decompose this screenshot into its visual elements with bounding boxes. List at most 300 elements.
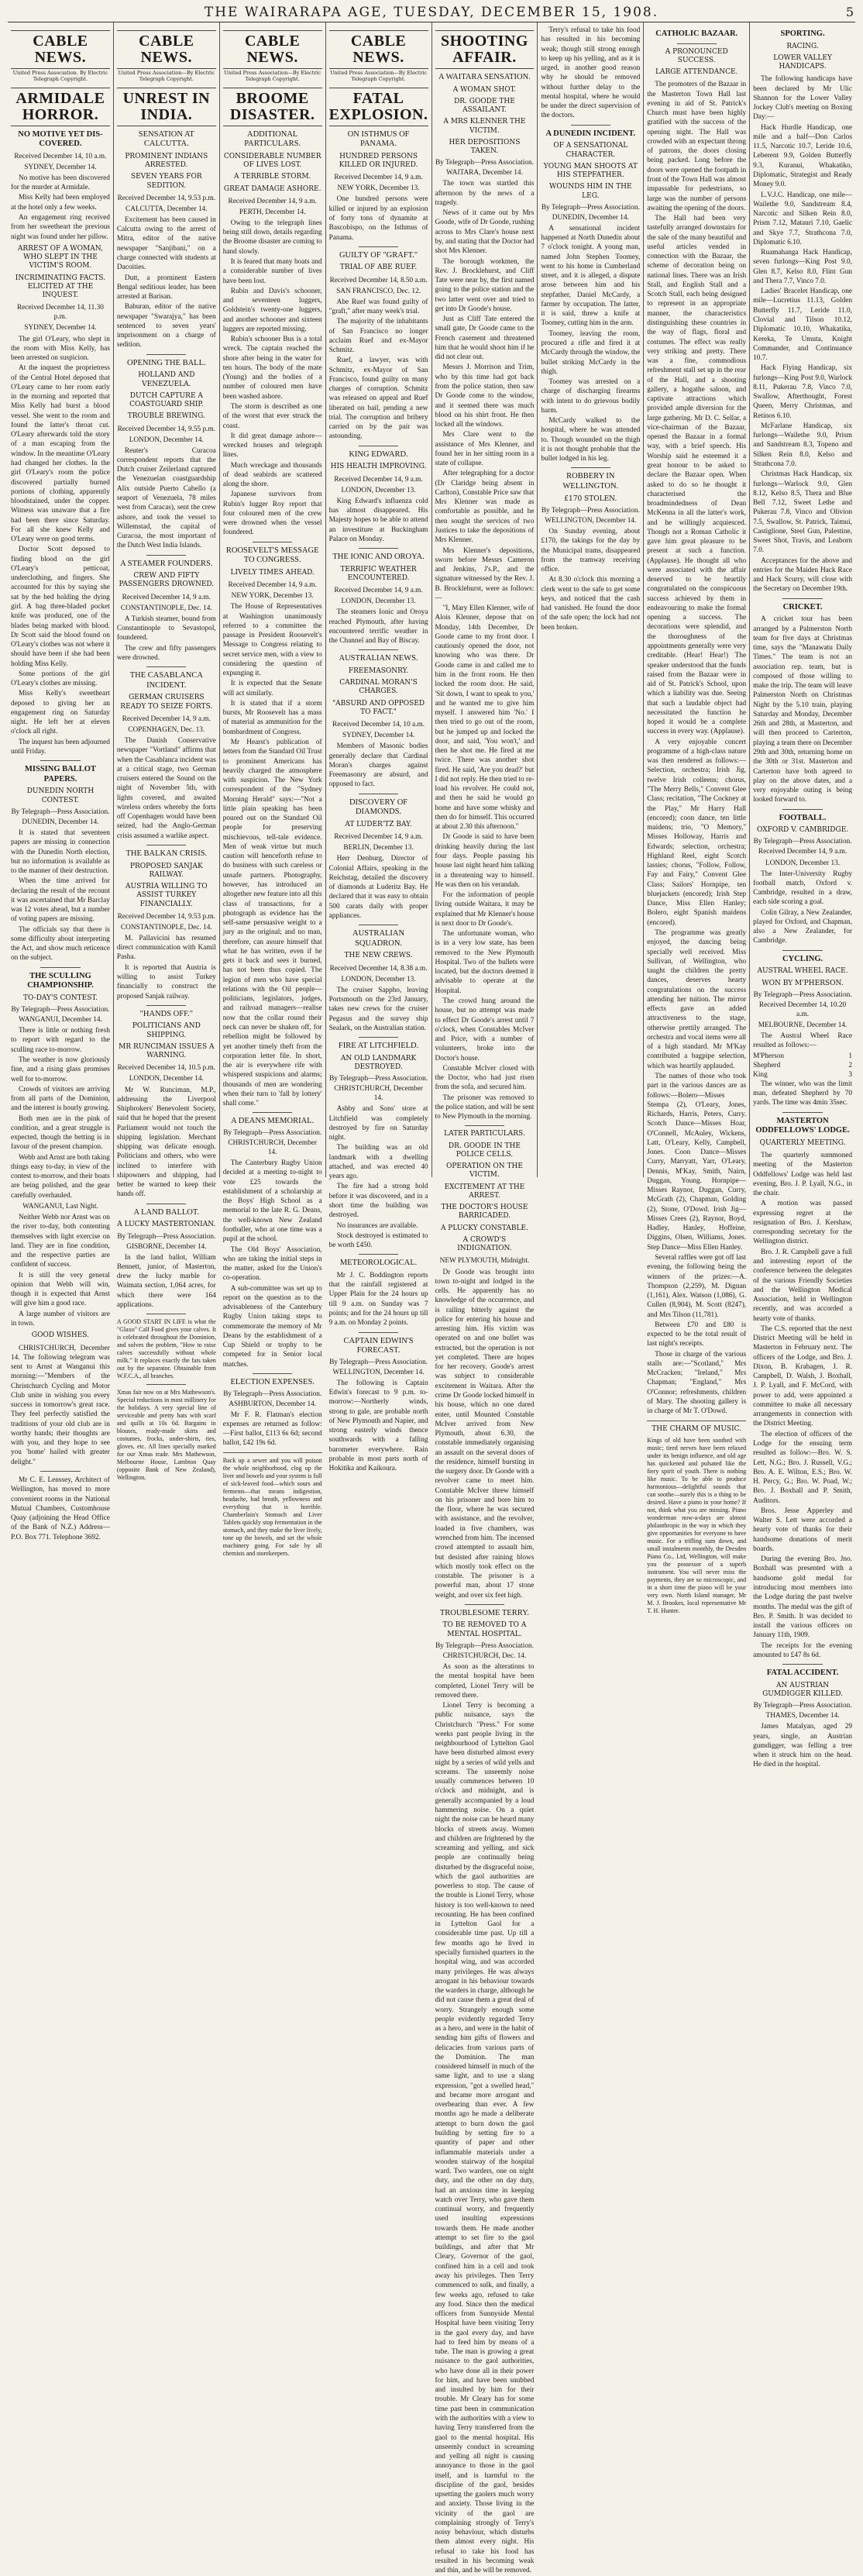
subheadline: POLITICIANS AND SHIPPING. xyxy=(132,1022,201,1039)
subheadline: WON BY M'PHERSON. xyxy=(762,979,844,987)
paragraph: Lionel Terry is becoming a public nuisance, says the Christchurch "Press." For some weeks past people living in the neighbourhood of Lyttelton Gaol have been disturbed almost every night by a series of wild yells and screams. The unseemly noise usually commences between 10 o'clock and midnight, and is generally accompanied by a loud hammering noise. On a quiet night the noise can be heard many blocks of streets away. Women and children are frightened by the screaming and yelling, and sick people are continually being disturbed by the disgraceful noise, which the gaol authorities are powerless to stop. The cause of the trouble is Lionel Terry, whose history is too well-known to need recounting. He has been confined in Lyttelton Gaol for a considerable time past. Up till a few months ago he lived in specially furnished quarters in the hospital wing, and was accorded many privileges. He was always arrogant in his behaviour towards the warders in charge, although he did not cause them a great deal of worry. Strangely enough some people evidently regarded Terry as a hero, and were in the habit of sending him gifts of flowers and delicacies from various parts of the Dominion. The man considered himself in much of the same light, and to use a slang expression, "got a swelled head," and became more arrogant and overbearing than ever. A few months ago he made a deliberate attempt to burn down the gaol building by setting fire to a quantity of paper and other inflammable materials under a wooden stairway of the hospital ward. Two warders, one on night duty, and the other on day duty, had an anxious time in keeping watch over Terry, who gave them continual worry, and frequently used insulting expressions towards them. He made another attempt to set fire to the gaol buildings, and after that Mr Cleary, Governor of the gaol, confined him in a cell and took away his privileges. Then Terry commenced to sulk, and finally, a few weeks ago, refused to take any food. Since then the medical officers from Sunnyside Mental Hospital have been visiting Terry in the gaol every day, and have had to feed him by means of a tube. The man is growing a great nuisance to the gaol authorities, who have done all in their power for him, and have been snubbed and insulted by him for their trouble. Mr Cleary has for some time past been in communication with the authorities with a view to having Terry transferred from the gaol to the mental hospital. His unseemly conduct in screaming and yelling all night is causing annoyance to those in the gaol itself, and is harmful to the discipline of the gaol, besides upsetting the gaolers much worry and anxiety. Those living in the vicinity of the gaol are complaining strongly of Terry's noisy behaviour, which disturbs them almost every night. His refusal to take his food has resulted in his becoming weak and thin, and he will be removed. xyxy=(435,1702,535,2575)
subheadline: NO MOTIVE YET DIS-COVERED. xyxy=(18,129,103,149)
paragraph: It is feared that many boats and a considerable number of lives have been lost. xyxy=(222,258,322,285)
advertisement: Back up a sewer and you will poison the whole neighborhood, clog up the liver and bowels and your system is full of sick-leaved food—which sours and ferments—that means indigestion, headache, bad breath, yellowness and everything that is horrible. Chamberlain's Stomach and Liver Tablets quickly stop fermentation in the stomach, and they make the liver lively, tone up the bowels, and set the whole machinery going. For sale by all chemists and storekeepers. xyxy=(222,1456,322,1557)
paragraph: Between £70 and £80 is expected to be the total result of last night's receipts. xyxy=(647,1321,747,1348)
paragraph: When the time arrived for declaring the result of the recount it was ascertained that Mr Barclay was 12 votes ahead, but a number of voting papers are missing. xyxy=(11,877,110,924)
headline: CATHOLIC BAZAAR. xyxy=(655,29,738,38)
advertisement: Xmas fair now on at Mrs Mathewson's. Special reductions in most millinery for the holidays. A very special line of serviceable and pretty hats with scarf and quills at 10s 6d. Bargains in blouses, ready-made skirts and costumes, frocks, under-shirts, ties, gloves, etc. All lines specially marked for our Xmas trade. Mrs Mathewson, Melbourne House, Lambton Quay (opposite Bank of New Zealand), Wellington. xyxy=(116,1389,216,1482)
dateline: WAITARA, December 14. xyxy=(445,169,523,177)
subheadline: LATER PARTICULARS. xyxy=(444,1130,525,1138)
paragraph: The names of those who took part in the various dances are as follows:—Bolero—Misses Stempa (2), O'Leary, Jones, Richards, Harris, Peters, Curry. Scotch Dance—Misses Hoar, O'Connell, McAuley, Wickens, Latt, O'Leary, Kelly, Campbell, Jones. Coon Dance—Misses Curry, Marryatt, Yarr, O'Leary, Dennis, M'Kay, Smith, Nairn, Duggan, Young. Hornpipe—Misses Raynor, Duggan, Curry, McGrath (2), Chapman, Golding (2), Stone, O'Dowd. Irish Jig—Misses Crees (2), Raynor, Boyd, Hadley, Hanley, Hoffeine, Diggins, Olsen, Williams, Jones. Step Dance—Miss Ellen Hanley. xyxy=(647,1072,747,1252)
paragraph: Dutt, a prominent Eastern Bengal seditious leader, has been arrested at Barisan. xyxy=(116,274,216,301)
paragraph: Mr C. E. Lenssey, Architect of Wellington, has moved to more convenient rooms in the National Mutual Chambers, Customhouse Quay (adjoining the Head Office of the Bank of N.Z.) Address—P.O. Box 771. Telephone 3692. xyxy=(11,1476,110,1541)
paragraph: CHRISTCHURCH, December 14. The following telegram was sent to Arnst at Wanganui this morning:—"Members of the Christchurch Cycling and Motor Club unite in wishing you every success in tomorrow's great race. They feel perfectly satisfied the traditions of your old club are in worthy hands; their thoughts are with you, and they hope to see you 'home' hailed with greater delight." xyxy=(11,1344,110,1466)
paragraph: Messrs J. Morrison and Trim, who by this time had got back from the police station, then saw Dr Goode come to the window, and it seemed there was much blood on his shirt front. He then locked all the windows. xyxy=(435,363,535,429)
paragraph: The weather is now gloriously fine, and a rising glass promises well for to-morrow. xyxy=(11,1056,110,1083)
dateline: SYDNEY, December 14. xyxy=(342,732,415,740)
column-heading: CABLE NEWS. xyxy=(11,30,110,69)
column-heading: CABLE NEWS. xyxy=(223,30,322,69)
paragraph: The majority of the inhabitants of San Francisco no longer acclaim Ruef and ex-Mayor Schmitz. xyxy=(328,318,428,355)
paragraph: The Old Boys' Association, who are taking the initial steps in the matter, asked for the Union's co-operation. xyxy=(222,1245,322,1283)
subheadline: DR. GOODE IN THE POLICE CELLS. xyxy=(448,1142,521,1159)
paragraph: The Canterbury Rugby Union decided at a meeting to-night to vote £25 towards the establishment of a scholarship at the Boys' High School as a memorial to the late R. G. Deans, the well-known New Zealand footballer, who at one time was a pupil at the school. xyxy=(222,1159,322,1244)
headline: ROOSEVELT'S MESSAGE TO CONGRESS. xyxy=(225,546,319,565)
dateline: CONSTANTINOPLE, Dec. 14. xyxy=(120,604,212,612)
paragraph: A sub-committee was set up to report on the question as to the advisableness of the Canterbury Rugby Union taking steps to commemorate the memory of Mr Deans by the establishment of a Cup Shield or trophy to be competed for in Senior local matches. xyxy=(222,1284,322,1369)
received-line: Received December 14, 9 a.m. xyxy=(334,833,423,842)
received-line: Received December 14, 9 a.m. xyxy=(228,197,317,205)
subheadline: ADDITIONAL PARTICULARS. xyxy=(244,129,301,149)
received-line: Received December 14, 8.38 a.m. xyxy=(329,964,428,973)
paragraph: The crowd hung around the house, but no attempt was made to effect Dr Goode's arrest until 7 o'clock, when Constables McIver and Price, with a number of volunteers, broke into the Doctor's house. xyxy=(435,997,535,1062)
headline: MISSING BALLOT PAPERS. xyxy=(24,765,96,783)
headline: ELECTION EXPENSES. xyxy=(230,1377,315,1386)
paragraph: Herr Denburg, Director of Colonial Affairs, speaking in the Reichstag, detailed the discovery of diamonds at Luderitz Bay. He declared that it was easy to obtain 500 carats daily with proper appliances. xyxy=(328,855,428,920)
advertisement-title: THE CHARM OF MUSIC. xyxy=(652,1424,742,1433)
subheadline: THE DOCTOR'S HOUSE BARRICADED. xyxy=(441,1204,528,1221)
dateline: COPENHAGEN, Dec. 13. xyxy=(128,725,205,734)
dateline: WELLINGTON, December 14. xyxy=(332,1368,425,1376)
dateline: LONDON, December 13. xyxy=(341,975,416,983)
page-number: 5 xyxy=(845,5,854,19)
headline: A STEAMER FOUNDERS. xyxy=(120,559,213,568)
paragraph: The Hall had been very tastefully arranged downstairs for the sale of the many beautiful and useful articles vended in connection with the Bazaar, the scheme of decoration being on national lines. There was an Irish Stall, and English Stall and a Scotch Stall, each being designed to represent in an appropriate manner, the characteristics distinguishing these countries in the way of flags, floral and costumes. The effect was really very striking and pretty. There was a fine, commodious refreshment stall set up in the rear of the Hall, and a shooting gallery, a hogathe saloon, and captivate attractions which provided ample diversion for the large gathering. Mr D. C. Sellar, a vice-chairman of the Bazaar, opened the Bazaar in a formal way, with a brief speech. His Worship said he esteemed it a great honour to be asked to declare the Bazaar open. When asked to do so he thought it characterised the broadmindedness of Dean McKenna in all the latter's work, and he willingly acquiesced. Though not a Roman Catholic it gave him great pleasure to be present at such a function. (Applause). He thought all who were associated with the affair deserved to be heartily congratulated on the conspicuous success achieved by them in endeavouring to make the formal opening a success. The decorations were splendid, and the thoroughness of the appointments generally were very creditable. (Hear! Hear!) The speaker understood that the funds raised from the Bazaar were in aid of St. Patrick's School, upon which a liability was due. Seeing that such a laudable object had necessitated the function he hoped it would be a complete success in every way. (Applause). xyxy=(647,215,747,736)
masthead xyxy=(8,5,855,22)
byline: By Telegraph—Press Association. xyxy=(223,1390,322,1398)
paragraph: The borough workmen, the Rev. J. Brocklehurst, and Cliff Tate were near by, the first named going to the police station and the two latter went over and tried to get into Dr Goode's house. xyxy=(435,257,535,313)
subheadline: A TERRIBLE STORM. xyxy=(233,173,311,181)
subheadline: A MRS KLENNER THE VICTIM. xyxy=(443,118,526,135)
subheadline: SEVEN YEARS FOR SEDITION. xyxy=(130,173,202,190)
received-line: Received December 14, 9 a.m. xyxy=(122,715,211,723)
paragraph: As soon as the alterations to the mental hospital have been completed, Lionel Terry will be removed there. xyxy=(435,1663,535,1700)
divider xyxy=(359,1254,398,1255)
paragraph: The Danish Conservative newspaper "Vortland" affirms that when the Casablanca incident was at a critical stage, two German cruisers entered the Sound on the night of November 5th, with lights covered, and awaited wireless orders whereby the forts off Copenhagen would have been seized, had the Anglo-German crisis assumed a warlike aspect. xyxy=(116,737,216,840)
byline: By Telegraph—Press Association. xyxy=(11,808,110,816)
headline: FATAL EXPLOSION. xyxy=(329,88,428,126)
paragraph: McFarlane Handicap, six furlongs—Wailethe 9.0, Prism and Sandstream 8.3, Topeno and Silken Rein 8.0, Kelso and Strathcona 7.0. xyxy=(753,422,852,468)
result-row xyxy=(753,1070,852,1080)
result-name: King xyxy=(753,1070,768,1079)
received-line: Received December 14, 9 a.m. xyxy=(758,848,848,856)
divider xyxy=(465,1604,504,1605)
divider xyxy=(253,1112,292,1113)
headline: GUILTY OF "GRAFT." xyxy=(339,250,418,260)
paragraph: News of it came out by Mrs Goode, wife of Dr Goode, rushing across to Mrs Clare's house next by, and stating that the Doctor had shot Mrs Klenner. xyxy=(435,209,535,256)
paragraph: For the information of people living outside Waitara, it may be explained that Mr Klenner's house is next door to Dr Goode's. xyxy=(435,891,535,928)
headline: CRICKET. xyxy=(782,602,823,611)
paragraph: Ruef, a lawyer, was with Schmitz, ex-Mayor of San Francisco, found guilty on many charges of corruption. Schmitz was released on appeal and Ruef liberated on bail, pending a new trial. The corruption and bribery carried on by the pair was astounding. xyxy=(328,356,428,441)
paragraph: Mr J. C. Boddington reports that the rainfall registered at Upper Plain for the 24 hours up till 9 a.m. on Sunday was 7 points; and for the 24 hours up till 9 a.m. on Monday 2 points. xyxy=(328,1271,428,1328)
subheadline: TO BE REMOVED TO A MENTAL HOSPITAL. xyxy=(442,1621,527,1638)
paragraph: It is stated that if a storm bursts, Mr Roosevelt has a mass of material as ammunition for the bombardment of Congress. xyxy=(222,699,322,736)
paragraph: Neither Webb nor Arnst was on the river to-day, both contenting themselves with light exercise on land. They are in fine condition, and the respective parties are confident of success. xyxy=(11,1214,110,1269)
paragraph: Miss Kelly had been employed at the hotel only a few weeks. xyxy=(11,194,110,212)
paragraph: Miss Kelly's sweetheart deposed to giving her an engagement ring on Saturday night. He left her at eleven o'clock all right. xyxy=(11,690,110,736)
byline: By Telegraph—Press Association. xyxy=(541,203,640,212)
paragraph: Excitement has been caused in Calcutta owing to the arrest of Mitra, editor of the native newspaper "Sanjibani," on a charge connected with students at Dacoities. xyxy=(116,215,216,272)
paragraph: The storm is described as one of the worst that ever struck the coast. xyxy=(222,402,322,430)
column-8 xyxy=(750,22,855,1769)
subheadline: OPERATION ON THE VICTIM. xyxy=(445,1162,523,1180)
paragraph: There is little or nothing fresh to report with regard to the sculling race to-morrow. xyxy=(11,1027,110,1054)
received-line: Received December 14, 9.53 p.m. xyxy=(117,912,216,921)
divider xyxy=(571,125,610,126)
credit-line: United Press Association—By Electric Telegraph Copyright. xyxy=(224,70,321,82)
received-line: Received December 14, 10 a.m. xyxy=(14,152,107,160)
paragraph: Rubin's schooner Bus is a total wreck. The captain reached the shore after being in the water for ten hours. The body of the mate (Young) and the bodies of a number of coloured men have been washed ashore. xyxy=(222,336,322,401)
paragraph: The Austral Wheel Race resulted as follows:— xyxy=(753,1032,852,1050)
column-4 xyxy=(326,22,432,1473)
paragraph: Ladies' Bracelet Handicap, one mile—Lucretius 11.13, Golden Butterfly 11.7, Leride 11.0, Clovial and Tilson 10.12, Diplomatic 10.10, Whakatika, Kereka, Te Umuta, Knight Commander, and Continuance 10.7. xyxy=(753,288,852,363)
credit-line: United Press Association. By Electric Telegraph Copyright. xyxy=(12,70,108,82)
divider xyxy=(465,1125,504,1126)
dateline: DUNEDIN, December 14. xyxy=(552,213,629,222)
subheadline: PROPOSED SANJAK RAILWAY. xyxy=(129,862,203,879)
byline: By Telegraph—Press Association. xyxy=(753,838,852,846)
dateline: WANGANUI, Last Night. xyxy=(22,1203,98,1211)
headline: ARMIDALE HORROR. xyxy=(11,88,110,126)
column-6 xyxy=(538,22,644,1177)
paragraph: Those in charge of the various stalls are:—"Scotland," Mrs McCracken; "Ireland," Mrs Chapman; "England," Mrs O'Connor; refreshments, children of Mary. The shooting gallery is in charge of Mr T. O'Dowd. xyxy=(647,1350,747,1416)
divider xyxy=(782,1112,822,1113)
headline: AUSTRALIAN NEWS. xyxy=(339,654,418,663)
divider xyxy=(359,649,398,650)
dateline: LONDON, December 14. xyxy=(129,436,204,444)
headline: FATAL ACCIDENT. xyxy=(766,1669,839,1678)
divider xyxy=(146,1005,186,1006)
dateline: NEW YORK, December 13. xyxy=(337,184,420,193)
subheadline: AN OLD LANDMARK DESTROYED. xyxy=(340,1054,417,1071)
paragraph: Ruamahanga Hack Handicap, seven furlongs—King Post 9.0, Glen 8.7, Kelso 8.0, Flint Gun and Thera 7.7, Vinco 7.0. xyxy=(753,249,852,285)
paragraph: Crowds of visitors are arriving from all parts of the Dominion, and the interest is hourly growing. xyxy=(11,1085,110,1113)
byline: By Telegraph—Press Association. xyxy=(753,1702,852,1710)
divider xyxy=(782,950,822,951)
subheadline: HIS HEALTH IMPROVING. xyxy=(330,463,427,471)
paragraph: A motion was passed expressing regret at the resignation of Bro. J. Kershaw, corresponding secretary for the Wellington district. xyxy=(753,1200,852,1246)
paragraph: Colin Gilray, a New Zealander, played for Oxford, and Chapman, also a New Zealander, for Cambridge. xyxy=(753,908,852,945)
byline: By Telegraph—Press Association. xyxy=(329,1358,428,1366)
paragraph: The promoters of the Bazaar in the Masterton Town Hall last evening in aid of St. Patrick's Church must have been highly gratified with the success of the opening night. The Hall was crowded with an expectant throng of patrons, the doors closing being packed. Long before the doors were opened the footpath in front of the Town Hall was almost impassable for pedestrians, so large was the number of persons awaiting the opening of the doors. xyxy=(647,81,747,212)
subheadline: AN AUSTRIAN GUMDIGGER KILLED. xyxy=(762,1681,844,1698)
paragraph: The election of officers of the Lodge for the ensuing term resulted as follow:—Bro. W. S. Lett, N.G.; Bro. J. Russell, V.G.; Bro. A. E. Wilton, E.S.; Bro. W. H. Percy, G.; Bro. W. Poad, W.; Bro. J. Boxhall and P. Smith, Auditors. xyxy=(753,1430,852,1505)
subheadline: EXCITEMENT AT THE ARREST. xyxy=(444,1183,525,1200)
divider xyxy=(359,246,398,247)
paragraph: It is stated that seventeen papers are missing in connection with the Dunedin North election, but no information is available as to the manner of their destruction. xyxy=(11,828,110,876)
paragraph: It is reported that Austria is willing to assist Turkey financially to construct the proposed Sanjak railway. xyxy=(116,963,216,1000)
subheadline: ON ISTHMUS OF PANAMA. xyxy=(347,129,410,149)
subheadline: HUNDRED PERSONS KILLED OR INJURED. xyxy=(339,152,418,170)
subheadline: AUSTRAL WHEEL RACE. xyxy=(757,967,848,976)
headline: DISCOVERY OF DIAMONDS. xyxy=(349,797,408,817)
paragraph: No insurances are available. xyxy=(336,1221,418,1230)
paragraph: McCardy walked to the hospital, where he was attended to. Though wounded on the thigh it is not thought probable that the bullet lodged in his leg. xyxy=(541,417,641,463)
divider xyxy=(571,467,610,468)
subheadline: OF A SENSATIONAL CHARACTER. xyxy=(553,142,628,159)
dateline: DUNEDIN, December 14. xyxy=(22,818,99,826)
headline: ROBBERY IN WELLINGTON. xyxy=(562,472,619,491)
paragraph: "I, Mary Ellen Klenner, wife of Alois Klenner, depose that on Monday, 14th December, Dr Goode came to my front door. I cautiously opened the door, not knowing who was there. Dr Goode came in and called me to him in the front room. He then locked the room door. He said, 'Sit down, I want to speak to you,' and he wanted me to give him myself. I answered him 'No.' I then tried to go out of the room, but he jumped up and locked the door, and said, 'You won't,' and then he shot me. He fired at me twice. There was another shot fired. He said, 'Are you dead?' but I did not reply. He then tried to re-load his revolver. He could not, and then he said he would go home and have some whisky and then do for himself. This occurred at about 2.30 this afternoon." xyxy=(435,604,535,832)
subheadline: AUSTRIA WILLING TO ASSIST TURKEY FINANCIALLY. xyxy=(125,883,208,908)
subheadline: INCRIMINATING FACTS. ELICITED AT THE INQUEST. xyxy=(15,274,106,300)
column-3 xyxy=(220,22,326,1557)
paragraph: The inquest has been adjourned until Friday. xyxy=(11,738,110,756)
divider xyxy=(146,354,186,355)
paragraph: The following is Captain Edwin's forecast to 9 p.m. to-morrow:—Northerly winds, strong to gale, are probable north of New Plymouth and Napier, and strong easterly winds thence southwards with a falling barometer everywhere. Rain probable in most parts north of Hokitika and Kaikoura. xyxy=(328,1379,428,1473)
subheadline: LOWER VALLEY HANDICAPS. xyxy=(773,53,832,71)
paragraph: Doctor Scott deposed to finding blood on the girl O'Leary's petticoat, underclothing, and fingers. She accounted for this by saying she sat by the bed holding the dying girl. A bag three-bladed pocket knife was produced, one of the blades being marked with blood. Dr Scott said the blood found on O'Leary's clothes was not where it should have been if she had been holding Miss Kelly. xyxy=(11,546,110,668)
subheadline: OXFORD V. CAMBRIDGE. xyxy=(756,826,849,835)
received-line: Received December 14, 9 a.m. xyxy=(228,581,317,590)
paragraph: Reuter's Curacoa correspondent reports that the Dutch cruiser Zeilerland captured the Venezuelan coastguardship Alix outside Puerto Cabello (a seaport of Venezuela, 78 miles west from Caracas), sent the crew ashore, and took the vessel to Willemstad, the capital of Curacoa, the most important of the Dutch West India Islands. xyxy=(116,446,216,550)
headline: "HANDS OFF." xyxy=(139,1009,194,1018)
paragraph: The Inter-University Rugby football match, Oxford v. Cambridge, resulted in a draw, each side scoring a goal. xyxy=(753,870,852,907)
subheadline: QUARTERLY MEETING. xyxy=(759,1138,846,1147)
dateline: THAMES, December 14. xyxy=(765,1712,840,1720)
paragraph: The steamers Ionic and Oroya reached Plymouth, after having encountered terrific weather in the Channel and Bay of Biscay. xyxy=(328,608,428,646)
paragraph: The crew and fifty passengers were drowned. xyxy=(116,644,216,662)
result-name: Shepherd xyxy=(753,1061,781,1069)
subheadline: GOOD WISHES. xyxy=(31,1331,89,1340)
subheadline: A CROWD'S INDIGNATION. xyxy=(457,1235,512,1253)
paragraph: Acceptances for the above and entries for the Maiden Hack Race and Hack Scurry, will close with the Secretary on December 19th. xyxy=(753,556,852,594)
subheadline: RACING. xyxy=(786,42,819,50)
column-5 xyxy=(432,22,538,2575)
paragraph: It is still the very general opinion that Webb will win, though it is expected that Arnst will give him a good race. xyxy=(11,1271,110,1308)
dateline: SAN FRANCISCO, Dec. 12. xyxy=(336,287,421,295)
paragraph: Several raffles were got off last evening, the following being the winners of the prizes:—A. Thompson (2,259), M. Dignan (1,161), Alex. Watson (1,086), G. Cullen (8,904), M. Scott (8247), and Mrs Tilson (11,781). xyxy=(647,1254,747,1319)
column-1 xyxy=(8,22,114,1541)
subheadline: YOUNG MAN SHOOTS AT HIS STEPFATHER. xyxy=(543,162,638,179)
subheadline: DUTCH CAPTURE A COASTGUARD SHIP. xyxy=(129,391,204,408)
paragraph: At 8.30 o'clock this morning a clerk went to the safe to get some keys, and noticed that the cash had vanished. He found the door of the safe open; the lock had not been broken. xyxy=(541,576,641,632)
paragraph: The town was startled this afternoon by the news of a tragedy. xyxy=(435,180,535,207)
paragraph: Terry's refusal to take his food has resulted in his becoming weak; though still strong enough to keep up his yelling, and as it is urged, in another good reason why he should be removed without further delay to the mental hospital, where he would be under the direct supervision of the doctors. xyxy=(541,26,641,120)
paragraph: It is expected that the Senate will act similarly. xyxy=(222,680,322,697)
byline: By Telegraph—Press Association. xyxy=(435,159,534,167)
paragraph: Owing to the telegraph lines being still down, details regarding the Broome disaster are coming to hand slowly. xyxy=(222,219,322,256)
subheadline: CARDINAL MORAN'S CHARGES. xyxy=(339,679,418,696)
paragraph: The following handicaps have been declared by Mr Ulic Shannon for the Lower Valley Jockey Club's meeting on Boxing Day:— xyxy=(753,75,852,122)
dateline: NEW PLYMOUTH, Midnight. xyxy=(439,1257,530,1266)
paragraph: The House of Representatives at Washington unanimously referred to a committee the passage in President Roosevelt's Message to Congress relating to secret service men, with a view to considering the question of expunging it. xyxy=(222,603,322,678)
subheadline: SENSATION AT CALCUTTA. xyxy=(138,129,194,149)
received-line: Received December 14, 9 a.m. xyxy=(334,174,423,182)
subheadline: CONSIDERABLE NUMBER OF LIVES LOST. xyxy=(223,152,321,170)
subheadline: A WOMAN SHOT. xyxy=(452,85,517,94)
paragraph: Bros. Jesse Apperley and Walter S. Lett were accorded a hearty vote of thanks for their handsome donations of merit boards. xyxy=(753,1507,852,1553)
divider xyxy=(146,555,186,556)
headline: BROOME DISASTER. xyxy=(223,88,322,126)
subheadline: DUNEDIN NORTH CONTEST. xyxy=(26,787,95,804)
dateline: ASHBURTON, December 14. xyxy=(229,1400,317,1408)
received-line: Received December 14, 9 a.m. xyxy=(122,593,211,601)
paragraph: Both men are in the pink of condition, and a great struggle is expected, though the betting is in favour of the present champion. xyxy=(11,1114,110,1152)
dateline: CHRISTCHURCH, December 14. xyxy=(228,1138,318,1157)
dateline: CHRISTCHURCH, December 14. xyxy=(334,1085,423,1103)
paragraph: Mr Hearst's publication of letters from the Standard Oil Trust to prominent Americans has heavily charged the atmosphere with suspicion. The New York correspondent of the "Sydney Morning Herald" says:—"Not a little plain speaking has been poured out on the Standard Oil people for preserving mischievous, tell-tale evidence. Men of weak virtue but much caution will henceforth refuse to do business with such careless or unsafe partners. Photography, however, has introduced an altogether new feature into all this class of transactions, for a photograph as evidence has the self-same persuasive weight to a jury as the original; and no man, therefore, can assure himself that what he has written, even if he gets it back and sees it burned, has not been thus copied. The legion of men who have special relations with the Oil people—politicians, legislators, judges, and railroad managers—realise now that the collar round their neck can never be shaken off, for rebellion might be followed by yet another timely theft from the corporation letter file. In short, the air is everywhere rife with whispered suspicions and alarms; thousands of men are wondering when their turn to 'fall by lottery' shall come." xyxy=(222,739,322,1108)
paragraph: Bro. J. R. Campbell gave a full and interesting report of the conference between the delegates of the various Friendly Societies and the Wellington Medical Association, held in Wellington recently, and was accorded a hearty vote of thanks. xyxy=(753,1248,852,1323)
headline: AUSTRALIAN SQUADRON. xyxy=(352,929,405,948)
subheadline: AT LUDER'TZ BAY. xyxy=(345,820,412,828)
paragraph: The girl O'Leary, who slept in the room with Miss Kelly, has been arrested on suspicion. xyxy=(11,335,110,363)
paragraph: Mrs Clare went to the assistance of Mrs Klenner, and found her in her sitting room in a state of collapse. xyxy=(435,431,535,468)
columns xyxy=(8,22,855,2575)
subheadline: LARGE ATTENDANCE. xyxy=(655,68,738,77)
headline: A DUNEDIN INCIDENT. xyxy=(545,129,636,138)
headline: CAPTAIN EDWIN'S FORECAST. xyxy=(343,1336,414,1355)
dateline: LONDON, December 13. xyxy=(341,486,416,494)
byline: By Telegraph—Press Association. xyxy=(223,1128,322,1137)
paragraph: A sensational incident happened at North Dunedin about 7 o'clock tonight. A young man, named John Stephen Toomey, went to his home in Cumberland street, and it is alleged, a dispute arose between him and his stepfather, Daniel McCardy, a farmer by occupation. The latter, it is said, threw a knife at Toomey, cutting him in the arm. xyxy=(541,224,641,328)
paragraph: During the evening Bro. Jno. Boxhall was presented with a handsome gold medal for introducing most members into the Lodge during the past twelve months. The medal was the gift of Bro. P. Smith. It was decided to install the various officers on January 11th, 1909. xyxy=(753,1555,852,1640)
divider xyxy=(782,1664,822,1665)
subheadline: A PRONOUNCED SUCCESS. xyxy=(665,47,728,64)
paragraph: A Turkish steamer, bound from Constantinople to Sevastopol, foundered. xyxy=(116,615,216,642)
subheadline: HOLLAND AND VENEZUELA. xyxy=(138,371,195,388)
credit-line: United Press Association—By Electric Telegraph Copyright. xyxy=(330,70,428,82)
paragraph: Members of Masonic bodies generally declare that Cardinal Moran's charges against Freemasonry are absurd, and opposed to fact. xyxy=(328,742,428,789)
advertisement: A GOOD START IN LIFE is what the "Glaxo" Calf Food gives your calves. It is celebrated throughout the Dominion, and solves the problem, "How to raise calves successfully without whole milk." It replaces exactly the fats taken out by the separator. Obtainable from W.F.C.A., all branches. xyxy=(116,1318,216,1380)
dateline: CALCUTTA, December 14. xyxy=(125,205,208,213)
paragraph: Much wreckage and thousands of dead seabirds are scattered along the shore. xyxy=(222,461,322,489)
paragraph: Ashby and Sons' store at Litchfield was completely destroyed by fire on Saturday night. xyxy=(328,1105,428,1142)
headline: THE BALKAN CRISIS. xyxy=(125,849,208,858)
divider xyxy=(146,1384,186,1385)
byline: By Telegraph—Press Association. xyxy=(329,1075,428,1083)
paragraph: Hack Flying Handicap, six furlongs—King Post 9.0, Warlock 8.11, Pukerau 7.8, Vinco 7.0, Swallow, Afterthought, Forest Queen, Merry Christmas, and Retinos 6.10. xyxy=(753,364,852,420)
received-line: Received December 14, 9 a.m. xyxy=(334,587,423,595)
paragraph: At the inquest the proprietress of the Central Hotel deposed that O'Leary came to her room early in the morning and reported that Miss Kelly had burst a blood vessel. She went to the room and found the latter's throat cut. O'Leary afterwards told the story of a man escaping from the window. In the meantime O'Leary had changed her clothes. In the girl O'Leary's room the police discovered partially burned portions of clothing, apparently bloodstained, under the copper. Witness was unaware that a fire had been there since Saturday. For all she knew Kelly and O'Leary were on good terms. xyxy=(11,364,110,544)
credit-line: United Press Association—By Electric Telegraph Copyright. xyxy=(118,70,215,82)
paragraph: The programme was greatly enjoyed, the dancing being specially well received. Miss Sullivan, of Wellington, who taught the children the pretty dances, deserves hearty congratulations on the success attending her tuition. The mirror effects gave an added attractiveness to the stage, otherwise prettily arranged. The orchestra and vocal items were all of a high standard. Mr M'Kay contributed a bagpipe selection, which was heartily applauded. xyxy=(647,928,747,1070)
paragraph: After telegraphing for a doctor (Dr Claridge being absent in Carlton), Constable Price saw that Mrs Klenner was made as comfortable as possible, and he then sought the services of two Justices to take the depositions of Mrs Klenner. xyxy=(435,470,535,545)
headline: THE IONIC AND OROYA. xyxy=(332,553,425,562)
headline: A DEANS MEMORIAL. xyxy=(231,1117,315,1126)
paragraph: The cruiser Sappho, leaving Portsmouth on the 23rd January, takes new crews for the cruiser Pegasus and the survey ship Sealark, on the Australian station. xyxy=(328,986,428,1032)
divider xyxy=(253,1373,292,1374)
paragraph: Mr F. R. Flatman's election expenses are returned as follow:—First ballot, £113 6s 6d; second ballot, £42 19s 6d. xyxy=(222,1410,322,1448)
dateline: SYDNEY, December 14. xyxy=(24,163,97,171)
received-line: Received December 14, 11.30 p.m. xyxy=(16,304,104,322)
byline: By Telegraph—Press Association. xyxy=(541,506,640,515)
divider xyxy=(40,967,80,968)
paragraph: The building was an old landmark with a dwelling attached, and was erected 40 years ago. xyxy=(328,1144,428,1181)
subheadline: "ABSURD AND OPPOSED TO FACT." xyxy=(332,699,425,716)
paragraph: Stock destroyed is estimated to be worth £450. xyxy=(328,1231,428,1250)
paragraph: Dr Goode was brought into town to-night and lodged in the cells. He apparently has no knowledge of the occurrence, and is railing bitterly against the police for entering his house and arresting him. His victim was operated on and one bullet was extracted, but the operation is not yet completed. There are hopes for her recovery. Goode's arrest was subject to considerable excitement in Waitara. After the crime Dr Goode locked himself in his house, which no one dared enter, until Mounted Constable McIver arrived from New Plymouth, about 6.30, the constable immediately organising an assault on the several doors of the residence, himself bursting in the surgery door. Dr Goode with a revolver came to meet him. Constable McIver threw himself on his prisoner and bore him to the floor, where he was secured with assistance, and the revolver, loaded in five chambers, was wrenched from him. The incensed crowd attempted to assault him, but desisted after raining blows which mostly took effect on the constable. The prisoner is a powerful man, about 17 stone weight, and over six feet high. xyxy=(435,1268,535,1600)
result-place: 3 xyxy=(848,1070,852,1079)
subheadline: LIVELY TIMES AHEAD. xyxy=(230,568,315,577)
paragraph: In the land ballot, William Bennett, junior, of Masterton, drew the lucky marble for Waimata section, 1,064 acres, for which there were 164 applications. xyxy=(116,1253,216,1309)
dateline: PERTH, December 14. xyxy=(239,208,306,216)
headline: UNREST IN INDIA. xyxy=(117,88,216,126)
column-heading: CABLE NEWS. xyxy=(117,30,216,69)
divider xyxy=(677,43,717,44)
subheadline: CREW AND FIFTY PASSENGERS DROWNED. xyxy=(119,572,215,589)
result-row xyxy=(753,1061,852,1070)
divider xyxy=(782,598,822,599)
paragraph: The winner, who was the limit man, defeated Shepherd by 70 yards. The time was 4min 35sec. xyxy=(753,1080,852,1107)
byline: By Telegraph—Press Association. xyxy=(117,1232,216,1241)
divider xyxy=(223,1452,322,1453)
dateline: LONDON, December 13. xyxy=(341,598,416,606)
paragraph: On Sunday evening, about £170, the takings for the day by the Municipal trams, disappeared from the tramway receiving office. xyxy=(541,527,641,574)
paragraph: An engagement ring received from her sweetheart the previous night was found under her pillow. xyxy=(11,214,110,241)
dateline: BERLIN, December 13. xyxy=(343,844,414,852)
headline: THE CASABLANCA INCIDENT. xyxy=(129,671,203,690)
paragraph: The prisoner was removed to the police station, and will be sent to New Plymouth in the morning. xyxy=(435,1093,535,1121)
received-line: Received December 14, 10.20 a.m. xyxy=(758,1000,847,1018)
result-place: 2 xyxy=(848,1061,852,1069)
paragraph: The C.S. reported that the next District Meeting will be held in Masterton in February next. The officers of the Lodge, and Bro. J. Dixon, B. Krahagen, J. R. Campbell, D. Walsh, J. Boxhall, J. P. Lyall, and F. McCord, with power to add, were appointed a committee to make all necessary arrangements in connection with the District Meeting. xyxy=(753,1324,852,1428)
column-heading: CABLE NEWS. xyxy=(329,30,428,69)
paragraph: It did great damage ashore—wrecked houses and telegraph lines. xyxy=(222,432,322,460)
subheadline: GREAT DAMAGE ASHORE. xyxy=(223,184,321,193)
headline: MASTERTON ODDFELLOWS' LODGE. xyxy=(755,1116,850,1135)
paragraph: Just as Cliff Tate entered the small gate, Dr Goode came to the French casement and threatened him that he would shoot him if he did not clear out. xyxy=(435,315,535,362)
subheadline: PROMINENT INDIANS ARRESTED. xyxy=(125,152,208,170)
dateline: SYDNEY, December 14. xyxy=(24,324,97,332)
paragraph: The quarterly summoned meeting of the Masterton Oddfellows' Lodge was held last evening, Bro. J. P. Lyall, N.G., in the chair. xyxy=(753,1152,852,1198)
subheadline: DR. GOODE THE ASSAILANT. xyxy=(454,97,515,115)
result-row xyxy=(753,1052,852,1061)
received-line: Received December 14, 8.50 a.m. xyxy=(329,276,428,284)
paragraph: Toomey, leaving the room, procured a rifle and fired it at McCardy through the window, the bullet striking McCardy in the thigh. xyxy=(541,329,641,376)
subheadline: ARREST OF A WOMAN, WHO SLEPT IN THE VICTIM'S ROOM. xyxy=(17,244,103,270)
dateline: WELLINGTON, December 14. xyxy=(545,516,637,525)
subheadline: HER DEPOSITIONS TAKEN. xyxy=(449,138,521,156)
subheadline: TRIAL OF ABE RUEF. xyxy=(339,263,418,272)
divider xyxy=(40,1471,80,1472)
masthead-title: THE WAIRARAPA AGE, TUESDAY, DECEMBER 15, 1908. xyxy=(204,5,659,20)
paragraph: One hundred persons were killed or injured by an explosion of forty tons of dynamite at Bascobispo, on the Isthmus of Panama. xyxy=(328,195,428,242)
paragraph: Toomey was arrested on a charge of discharging firearms with intent to do grievous bodily harm. xyxy=(541,378,641,415)
paragraph: Christmas Hack Handicap, six furlongs—Warlock 9.0, Glen 8.12, Kelso 8.5, Thera and Blue Bell 7.12, Sweet Lethe and Pukerau 7.8, Vinco and Olivion 7.5, Swallow, St. Patrick, Taimui, Castiglione, Steel Gun, Palestine, Sweet Shot, Travis, and Leaborn 7.0. xyxy=(753,470,852,555)
subheadline: THE NEW CREWS. xyxy=(344,952,413,960)
paragraph: King Edward's influenza cold has almost disappeared. His Majesty hopes to be able to attend an investiture at Buckingham Palace on Monday. xyxy=(328,497,428,543)
headline: SHOOTING AFFAIR. xyxy=(435,30,535,69)
headline: TROUBLESOME TERRY. xyxy=(439,1608,529,1617)
dateline: LONDON, December 14. xyxy=(129,1075,204,1083)
divider xyxy=(40,760,80,761)
subheadline: TROUBLE BREWING. xyxy=(127,412,205,421)
byline: By Telegraph—Press Association. xyxy=(11,1006,110,1014)
dateline: CHRISTCHURCH, Dec. 14. xyxy=(442,1651,527,1660)
column-2 xyxy=(114,22,220,1482)
subheadline: MR RUNCIMAN ISSUES A WARNING. xyxy=(119,1042,215,1060)
advertisement: Kings of old have been soothed with music; tired nerves have been relaxed under its benign influence, and old age has quickened and pulsated like the fiery spirit of youth. There is nothing like music. To be able to produce harmonious—delightful sounds that can soothe—surely this is a thing to be desired. Have a piano in your home? If not, think what you are missing. Piano wonderman now-a-days are almost philanthropic in the way in which they give opportunities for everyone to have music. For a trifling sum down, and small instalments monthly, the Dresden Piano Co., Ltd, Wellington, will make you the possessor of a superb instrument. You will never miss the payments, they are so microscopic, and in a short time the piano will be your very own. North Island manager, Mr M. J. Brookes, local representative Mr T. H. Hunter. xyxy=(647,1436,747,1614)
received-line: Received December 14, 9.53 p.m. xyxy=(117,194,216,202)
paragraph: The unfortunate woman, who is in a very low state, has been removed to the New Plymouth Hospital. Two of the bullets were located, but the doctors deemed it advisable to operate at the Hospital. xyxy=(435,930,535,995)
subheadline: A PLUCKY CONSTABLE. xyxy=(440,1224,528,1232)
dateline: LONDON, December 13. xyxy=(765,859,841,867)
dateline: GISBORNE, December 14. xyxy=(126,1242,207,1251)
divider xyxy=(359,1037,398,1038)
received-line: Received December 14, 9 a.m. xyxy=(334,475,423,484)
paragraph: Constable McIver closed with the Doctor, who had just risen from the sofa, and secured him. xyxy=(435,1064,535,1092)
headline: FIRE AT LITCHFIELD. xyxy=(338,1042,419,1051)
headline: METEOROLOGICAL. xyxy=(339,1259,418,1268)
received-line: Received December 14, 10 a.m. xyxy=(332,721,425,729)
subheadline: FREEMASONRY. xyxy=(348,666,409,675)
paragraph: James Matalyan, aged 29 years, single, an Austrian gumdigger, was felling a tree when it struck him on the head. He died in the hospital. xyxy=(753,1723,852,1769)
column-7 xyxy=(644,22,750,1614)
headline: KING EDWARD. xyxy=(349,449,408,459)
headline: FOOTBALL. xyxy=(779,813,827,822)
divider xyxy=(359,548,398,549)
